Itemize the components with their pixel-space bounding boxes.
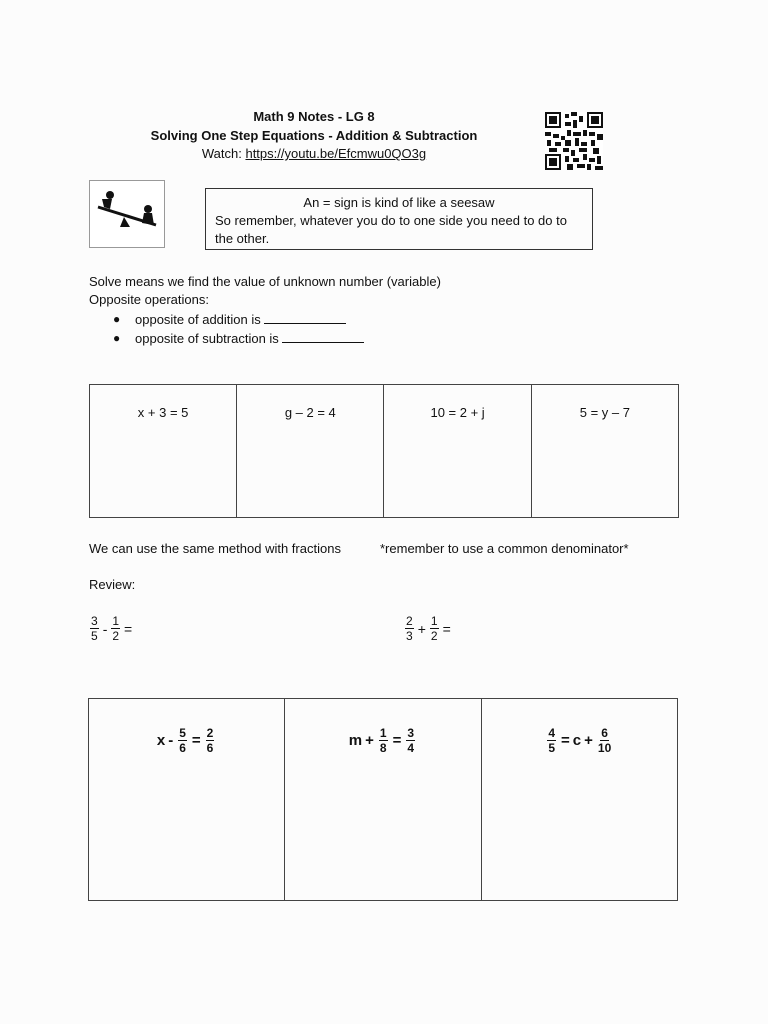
video-link[interactable]: https://youtu.be/Efcmwu0QO3g [245,146,427,161]
equation-text: 5 = y – 7 [579,405,630,420]
qr-code-icon [545,112,603,170]
equals-sign: = [442,620,451,637]
bullet-icon: ● [113,331,121,345]
equals-sign: = [124,620,133,637]
equations-table-1 [89,384,679,518]
review-label: Review: [89,577,136,592]
page-subtitle: Solving One Step Equations - Addition & Subtraction [150,128,478,143]
fraction-equation-1: x - $\frac{5}{6}$ = $\frac{2}{6}$ [156,726,214,755]
seesaw-note-box [205,188,593,250]
seesaw-image [89,180,165,248]
equation-cell[interactable] [285,699,481,901]
opposite-operations-label: Opposite operations: [89,292,209,307]
equations-table-2 [88,698,678,901]
operator: + [417,620,426,637]
review-problem-1 [88,614,132,643]
watch-label: Watch: [201,146,242,161]
equation-text: g – 2 = 4 [284,405,336,420]
fraction: $\frac{2}{3}$ [406,614,413,643]
equation-cell[interactable] [531,385,678,518]
equation-cell[interactable] [237,385,384,518]
fraction: $\frac{1}{2}$ [112,614,120,643]
common-denominator-reminder: *remember to use a common denominator* [380,541,629,556]
fraction: $\frac{1}{2}$ [430,614,438,643]
fraction-equation-3: $\frac{4}{5}$ = c + $\frac{6}{10}$ [548,726,612,755]
equation-text: x + 3 = 5 [137,405,189,420]
fraction: $\frac{3}{5}$ [91,614,98,643]
bullet-addition [113,312,346,327]
review-problem-2 [403,614,451,643]
bullet-subtraction [113,331,364,346]
bullet-text: opposite of subtraction is [135,331,279,346]
fraction-equation-2: m + $\frac{1}{8}$ = $\frac{3}{4}$ [348,726,415,755]
fractions-note: We can use the same method with fractions [89,541,341,556]
bullet-text: opposite of addition is [135,312,261,327]
answer-blank[interactable] [282,331,364,343]
equation-cell[interactable] [90,385,237,518]
note-title: An = sign is kind of like a seesaw [303,195,495,210]
answer-blank[interactable] [264,312,346,324]
operator: - [102,620,108,637]
seesaw-icon [90,181,164,247]
note-body: So remember, whatever you do to one side you need to do to the other. [215,213,567,246]
bullet-icon: ● [113,312,121,326]
equation-cell[interactable] [481,699,677,901]
equation-text: 10 = 2 + j [430,405,485,420]
solve-definition: Solve means we find the value of unknown number (variable) [89,274,441,289]
equation-cell[interactable] [384,385,531,518]
page-title: Math 9 Notes - LG 8 [253,109,375,124]
equation-cell[interactable] [89,699,285,901]
